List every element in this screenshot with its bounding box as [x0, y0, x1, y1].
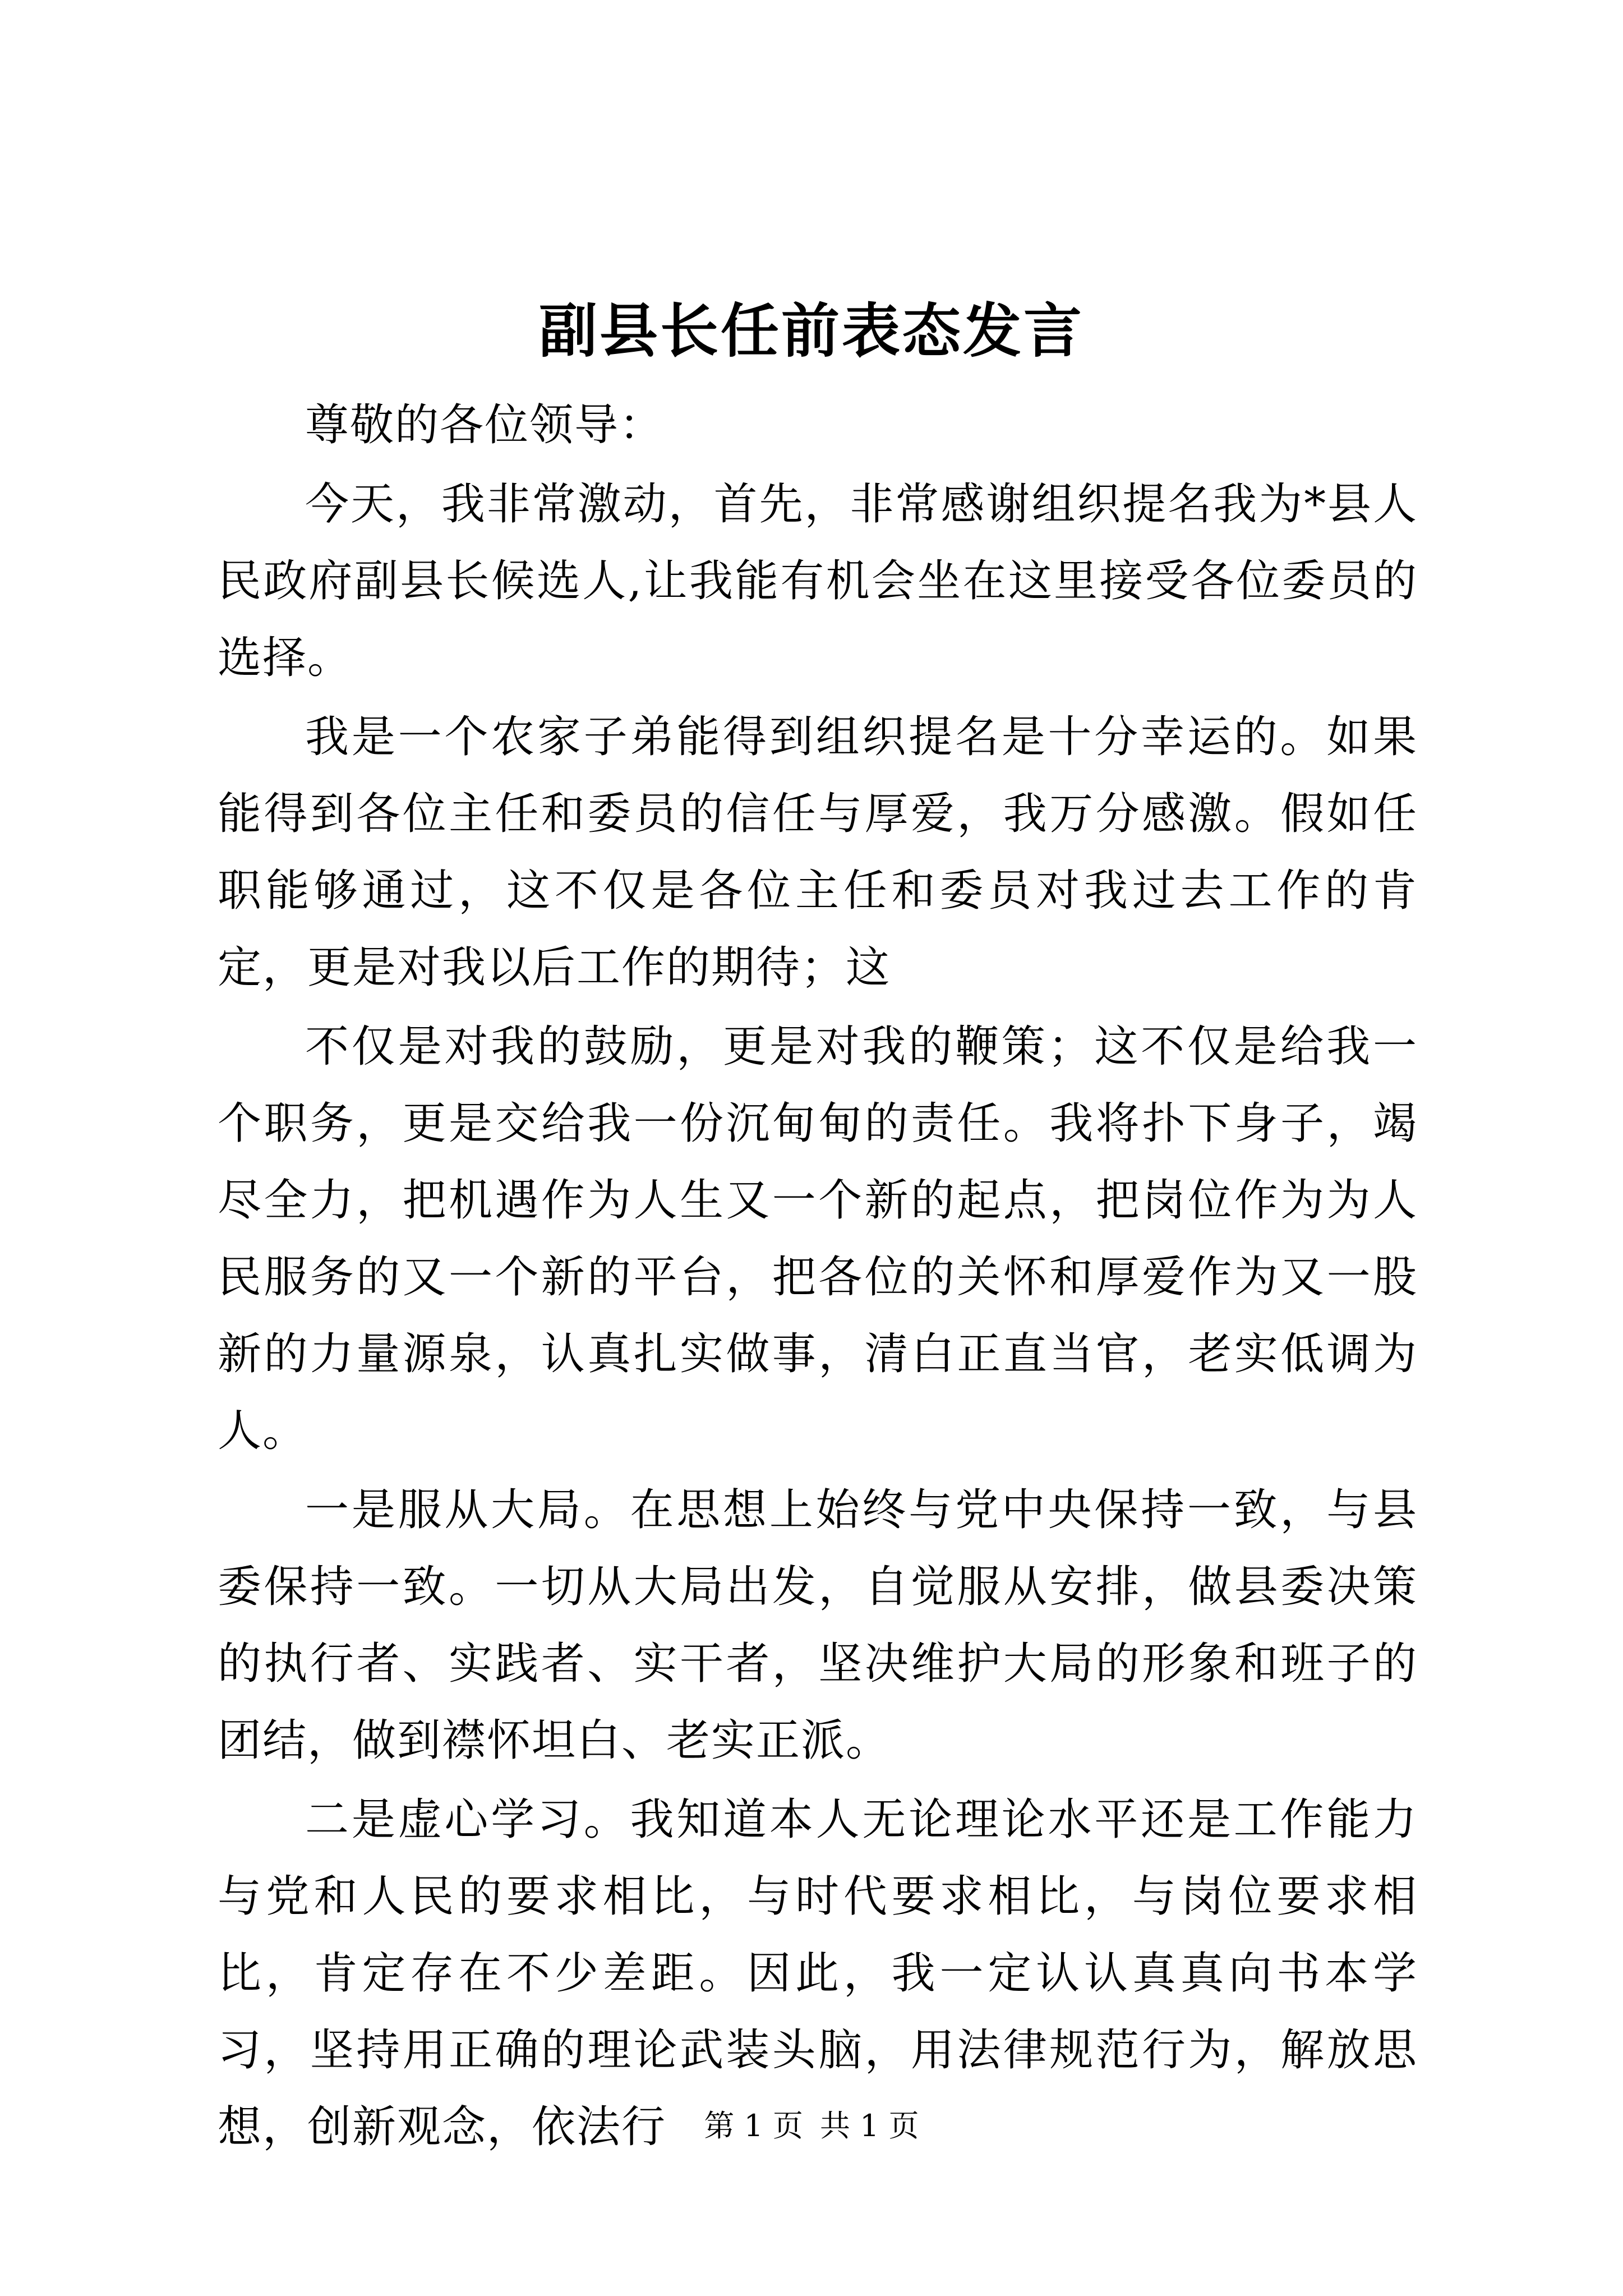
body-paragraph: 一是服从大局。在思想上始终与党中央保持一致，与县委保持一致。一切从大局出发，自觉服从安排，做县委决策的执行者、实践者、实干者，坚决维护大局的形象和班子的团结，做到襟怀坦白、老实正派。	[218, 1485, 1418, 1766]
body-paragraph: 二是虚心学习。我知道本人无论理论水平还是工作能力与党和人民的要求相比，与时代要求相比，与岗位要求相比，肯定存在不少差距。因此，我一定认认真真向书本学习，坚持用正确的理论武装头脑，用法律规范行为，解放思想，创新观念，依法行	[218, 1795, 1418, 2152]
salutation: 尊敬的各位领导：	[305, 400, 665, 450]
page-total: 共 1 页	[820, 2108, 919, 2143]
document-body	[218, 387, 1418, 2168]
page-footer	[0, 2106, 1623, 2146]
body-paragraph: 不仅是对我的鼓励，更是对我的鞭策；这不仅是给我一个职务，更是交给我一份沉甸甸的责任。我将扑下身子，竭尽全力，把机遇作为人生又一个新的起点，把岗位作为为人民服务的又一个新的平台，把各位的关怀和厚爱作为又一股新的力量源泉，认真扎实做事，清白正直当官，老实低调为人。	[218, 1022, 1418, 1456]
body-paragraph: 今天，我非常激动，首先，非常感谢组织提名我为*县人民政府副县长候选人,让我能有机会坐在这里接受各位委员的选择。	[218, 479, 1418, 683]
page-number: 第 1 页	[704, 2108, 803, 2143]
document-title: 副县长任前表态发言	[538, 296, 1084, 365]
body-paragraph: 我是一个农家子弟能得到组织提名是十分幸运的。如果能得到各位主任和委员的信任与厚爱，我万分感激。假如任职能够通过，这不仅是各位主任和委员对我过去工作的肯定，更是对我以后工作的期待；这	[218, 712, 1418, 993]
